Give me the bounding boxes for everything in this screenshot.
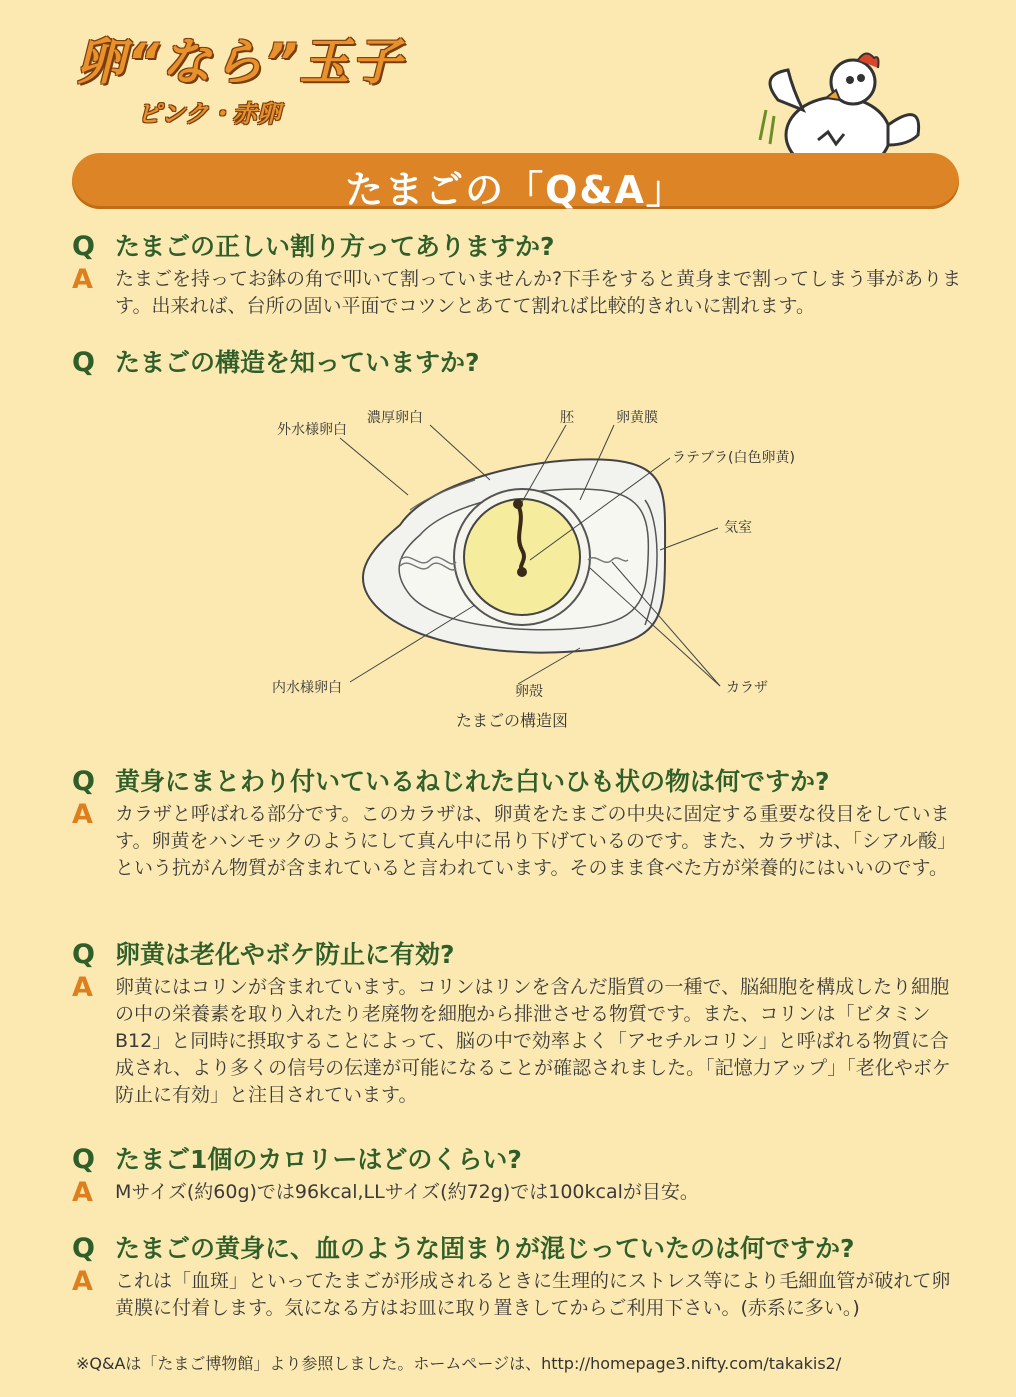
question-row [72, 1232, 964, 1266]
diagram-caption: たまごの構造図 [456, 711, 569, 730]
answer-mark: A [72, 264, 93, 295]
label-inner-thin-white: 内水様卵白 [272, 680, 342, 696]
answer-row [72, 1179, 964, 1206]
answer-text: たまごを持ってお鉢の角で叩いて割っていませんか?下手をすると黄身まで割ってしまう事があります。出来れば、台所の固い平面でコツンとあてて割れば比較的きれいに割れます。 [115, 268, 962, 317]
label-shell: 卵殻 [515, 684, 543, 700]
label-yolk-membrane: 卵黄膜 [616, 410, 658, 426]
answer-text: カラザと呼ばれる部分です。このカラザは、卵黄をたまごの中央に固定する重要な役目をしています。卵黄をハンモックのようにして真ん中に吊り下げているのです。また、カラザは、「シアル酸」という抗がん物質が含まれていると言われています。そのまま食べた方が栄養的にはいいのです。 [115, 803, 957, 879]
question-text: 黄身にまとわり付いているねじれた白いひも状の物は何ですか? [115, 767, 830, 796]
question-mark: Q [72, 231, 95, 262]
logo-main-text: 卵“なら”玉子 [75, 33, 404, 91]
label-outer-thin-white: 外水様卵白 [277, 422, 347, 438]
question-mark: Q [72, 1233, 95, 1264]
answer-text: Mサイズ(約60g)では96kcal,LLサイズ(約72g)では100kcalが目安。 [115, 1181, 699, 1203]
qa-item [72, 765, 964, 882]
answer-mark: A [72, 799, 93, 830]
title-banner [72, 153, 959, 212]
question-row [72, 938, 964, 972]
answer-mark: A [72, 972, 93, 1003]
question-text: 卵黄は老化やボケ防止に有効? [115, 940, 455, 969]
logo-sub-text: ピンク・赤卵 [137, 100, 281, 128]
question-mark: Q [72, 1144, 95, 1175]
question-text: たまごの黄身に、血のような固まりが混じっていたのは何ですか? [115, 1234, 855, 1263]
label-thick-white: 濃厚卵白 [367, 410, 423, 426]
footnote: ※Q&Aは「たまご博物館」より参照しました。ホームページは、http://homepage3.nifty.com/takakis2/ [76, 1354, 842, 1373]
answer-text: 卵黄にはコリンが含まれています。コリンはリンを含んだ脂質の一種で、脳細胞を構成したり細胞の中の栄養素を取り入れたり老廃物を細胞から排泄させる物質です。また、コリンは「ビタミンB12」と同時に摂取することによって、脳の中で効率よく「アセチルコリン」と呼ばれる物質に合成され、より多くの信号の伝達が可能になることが確認されました。「記憶力アップ」「老化やボケ防止に有効」と注目されています。 [115, 976, 951, 1106]
label-chalaza: カラザ [726, 680, 768, 696]
label-air-cell: 気室 [724, 520, 752, 536]
answer-text: これは「血斑」といってたまごが形成されるときに生理的にストレス等により毛細血管が破れて卵黄膜に付着します。気になる方はお皿に取り置きしてからご利用下さい。(赤系に多い。) [115, 1270, 951, 1319]
qa-item [72, 346, 964, 380]
qa-item [72, 1143, 964, 1206]
qa-item [72, 230, 964, 320]
answer-mark: A [72, 1177, 93, 1208]
brand-logo [75, 22, 404, 132]
answer-row [72, 266, 964, 320]
answer-row [72, 801, 964, 882]
answer-row [72, 1268, 964, 1322]
egg-structure-diagram [260, 400, 860, 745]
question-text: たまごの正しい割り方ってありますか? [115, 232, 555, 261]
answer-row [72, 974, 964, 1109]
question-row [72, 346, 964, 380]
question-mark: Q [72, 939, 95, 970]
question-text: たまご1個のカロリーはどのくらい? [115, 1145, 522, 1174]
page-title: たまごの「Q&A」 [345, 168, 686, 212]
label-germ: 胚 [560, 410, 574, 426]
question-row [72, 230, 964, 264]
question-row [72, 1143, 964, 1177]
question-row [72, 765, 964, 799]
label-latebra: ラテブラ(白色卵黄) [672, 450, 795, 466]
qa-item [72, 938, 964, 1109]
answer-mark: A [72, 1266, 93, 1297]
question-mark: Q [72, 766, 95, 797]
question-mark: Q [72, 347, 95, 378]
qa-item [72, 1232, 964, 1322]
question-text: たまごの構造を知っていますか? [115, 348, 480, 377]
